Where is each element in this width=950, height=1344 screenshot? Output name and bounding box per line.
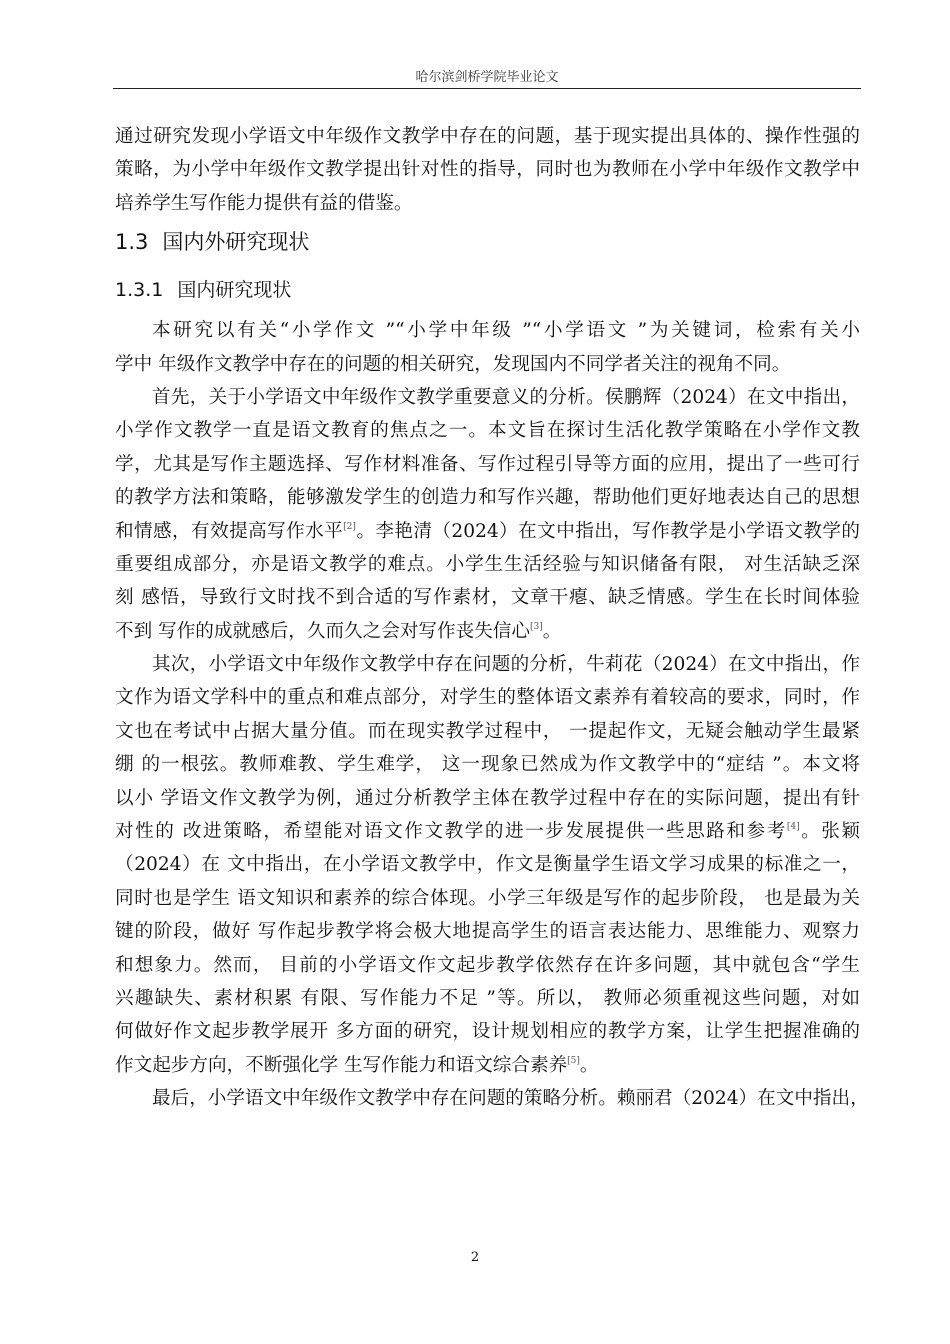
text-line: [115, 348, 860, 381]
text-run: 作文起步方向，不断强化学 生写作能力和语文综合素养: [115, 1054, 568, 1076]
running-header: 哈尔滨剑桥学院毕业论文: [415, 70, 559, 85]
subsection-heading: [115, 270, 860, 314]
text-run: 和情感，有效提高写作水平: [115, 520, 344, 542]
text-line: [115, 782, 860, 815]
text-line: [115, 481, 860, 514]
text-line: [115, 848, 860, 881]
text-line: [115, 314, 860, 347]
text-run: 同时也是学生 语文知识和素养的综合体现。小学三年级是写作的起步阶段， 也是最为关: [115, 887, 860, 909]
text-run: 学中 年级作文教学中存在的问题的相关研究，发现国内不同学者关注的视角不同。: [115, 353, 791, 375]
text-line: [115, 515, 860, 548]
citation-reference: [2]: [343, 521, 356, 532]
text-line: [115, 548, 860, 581]
text-run: 小学作文教学一直是语文教育的焦点之一。本文旨在探讨生活化教学策略在小学作文教: [115, 420, 860, 442]
text-line: [115, 681, 860, 714]
text-run: 何做好作文起步教学展开 多方面的研究，设计规划相应的教学方案，让学生把握准确的: [115, 1021, 860, 1043]
text-run: 重要组成部分，亦是语文教学的难点。小学生生活经验与知识储备有限， 对生活缺乏深: [115, 553, 860, 575]
heading-number: 1.3.1: [115, 279, 164, 302]
text-run: 本研究以有关“小学作文 ”“小学中年级 ”“小学语文 ”为关键词，检索有关小: [152, 320, 860, 342]
citation-reference: [4]: [786, 822, 800, 833]
text-line: [115, 581, 860, 614]
text-run: （2024）在 文中指出，在小学语文教学中，作文是衡量学生语文学习成果的标准之一，: [115, 854, 860, 876]
text-run: 其次，小学语文中年级作文教学中存在问题的分析，牛莉花（2024）在文中指出，作: [152, 654, 860, 676]
text-line: [115, 414, 860, 447]
text-line: [115, 648, 860, 681]
heading-text: 国内外研究现状: [162, 230, 310, 255]
paragraph: [115, 1082, 869, 1115]
text-run: 刻 感悟，导致行文时找不到合适的写作素材，文章干瘪、缺乏情感。学生在长时间体验: [115, 587, 860, 609]
section-heading: [115, 222, 860, 270]
text-run: 。: [579, 1054, 599, 1076]
text-line: [115, 120, 860, 153]
text-line: [115, 1082, 869, 1115]
text-run: 文作为语文学科中的重点和难点部分，对学生的整体语文素养有着较高的要求，同时，作: [115, 687, 860, 709]
text-line: [115, 187, 860, 220]
text-line: [115, 915, 860, 948]
text-run: 。: [542, 620, 562, 642]
paragraph: [115, 381, 860, 648]
document-body: [115, 120, 869, 1116]
heading-text: 国内研究现状: [177, 279, 292, 302]
text-line: [115, 949, 860, 982]
text-run: 学，尤其是写作主题选择、写作材料准备、写作过程引导等方面的应用，提出了一些可行: [115, 453, 860, 475]
text-line: [115, 815, 860, 848]
text-line: [115, 381, 860, 414]
text-line: [115, 982, 860, 1015]
text-line: [115, 882, 860, 915]
text-run: 。张颖: [799, 821, 860, 843]
paragraph: [115, 648, 860, 1082]
text-run: 首先，关于小学语文中年级作文教学重要意义的分析。侯鹏辉（2024）在文中指出，: [152, 386, 860, 408]
text-line: [115, 748, 860, 781]
text-run: 通过研究发现小学语文中年级作文教学中存在的问题，基于现实提出具体的、操作性强的: [115, 126, 860, 147]
heading-number: 1.3: [115, 230, 149, 255]
text-run: 文也在考试中占据大量分值。而在现实教学过程中， 一提起作文，无疑会触动学生最紧: [115, 720, 860, 742]
text-run: 最后，小学语文中年级作文教学中存在问题的策略分析。赖丽君（2024）在文中指出，: [152, 1088, 869, 1110]
text-run: 对性的 改进策略，希望能对语文作文教学的进一步发展提供一些思路和参考: [115, 821, 787, 843]
page-number: 2: [470, 1250, 480, 1265]
text-run: 。李艳清（2024）在文中指出，写作教学是小学语文教学的: [355, 520, 860, 542]
text-run: 兴趣缺失、素材积累 有限、写作能力不足 ”等。所以， 教师必须重视这些问题，对如: [115, 987, 860, 1009]
text-run: 策略，为小学中年级作文教学提出针对性的指导，同时也为教师在小学中年级作文教学中: [115, 159, 860, 181]
text-run: 培养学生写作能力提供有益的借鉴。: [115, 192, 413, 214]
text-line: [115, 615, 860, 648]
text-line: [115, 153, 860, 186]
text-run: 以小 学语文作文教学为例，通过分析教学主体在教学过程中存在的实际问题，提出有针: [115, 787, 860, 809]
text-run: 绷 的一根弦。教师难教、学生难学， 这一现象已然成为作文教学中的“症结 ”。本文将: [115, 754, 860, 776]
text-run: 的教学方法和策略，能够激发学生的创造力和写作兴趣，帮助他们更好地表达自己的思想: [115, 487, 860, 509]
text-run: 不到 写作的成就感后，久而久之会对写作丧失信心: [115, 620, 530, 642]
header-divider: [113, 88, 861, 89]
text-line: [115, 1049, 860, 1082]
citation-reference: [5]: [567, 1055, 580, 1066]
paragraph: [115, 314, 860, 381]
text-run: 键的阶段，做好 写作起步教学将会极大地提高学生的语言表达能力、思维能力、观察力: [115, 921, 860, 943]
citation-reference: [3]: [529, 621, 543, 632]
text-line: [115, 715, 860, 748]
text-line: [115, 448, 860, 481]
text-run: 和想象力。然而， 目前的小学语文作文起步教学依然存在许多问题，其中就包含“学生: [115, 954, 860, 976]
text-line: [115, 1015, 860, 1048]
paragraph: [115, 120, 860, 220]
